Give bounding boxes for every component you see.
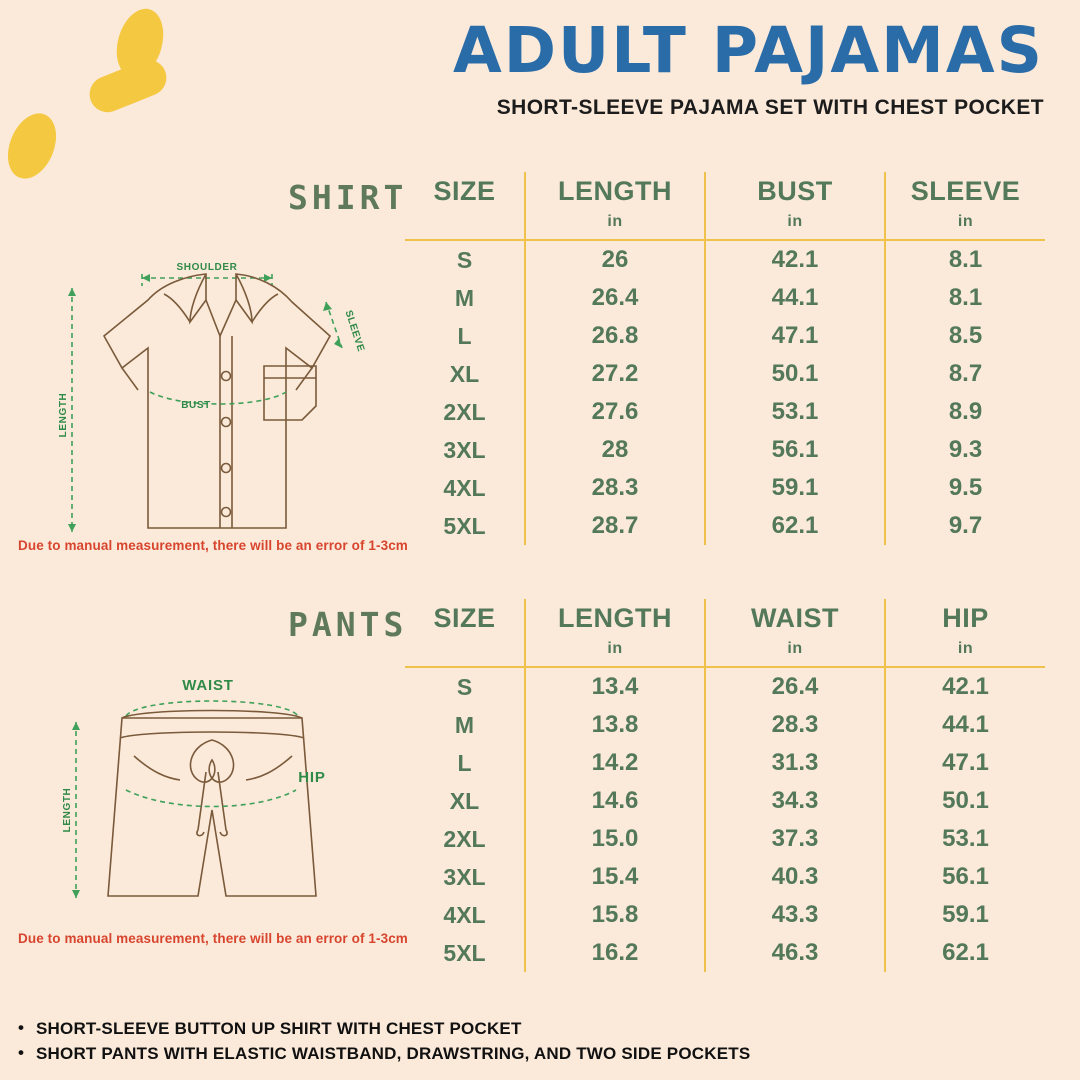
shirt-length-label: LENGTH xyxy=(58,392,69,438)
column-header-size: SIZE xyxy=(433,176,496,206)
cell-size: 2XL xyxy=(443,825,486,852)
table-unit-row xyxy=(405,209,1045,240)
column-header-bust: BUST xyxy=(705,172,885,209)
cell-size: 5XL xyxy=(443,939,486,966)
cell-size: M xyxy=(454,284,475,311)
cell-hip: 56.1 xyxy=(885,858,1045,896)
pants-hip-label: HIP xyxy=(298,769,326,786)
cell-bust: 53.1 xyxy=(705,393,885,431)
shirt-section-label: SHIRT xyxy=(288,178,408,217)
table-row xyxy=(405,279,1045,317)
cell-bust: 56.1 xyxy=(705,431,885,469)
shirt-sleeve-label: SLEEVE xyxy=(342,309,367,354)
pants-length-label: LENGTH xyxy=(62,787,73,833)
column-header-hip: HIP xyxy=(885,599,1045,636)
table-row xyxy=(405,469,1045,507)
cell-size: S xyxy=(456,246,473,273)
cell-size: 4XL xyxy=(443,901,486,928)
unit-waist: in xyxy=(705,636,885,667)
cell-hip: 50.1 xyxy=(885,782,1045,820)
cell-length: 16.2 xyxy=(525,934,705,972)
unit-sleeve: in xyxy=(885,209,1045,240)
pants-measurement-note: Due to manual measurement, there will be an error of 1-3cm xyxy=(18,931,408,946)
table-row xyxy=(405,667,1045,706)
table-row xyxy=(405,820,1045,858)
shirt-diagram xyxy=(30,240,390,540)
table-row xyxy=(405,896,1045,934)
cell-length: 26.8 xyxy=(525,317,705,355)
cell-waist: 31.3 xyxy=(705,744,885,782)
unit-length: in xyxy=(525,209,705,240)
cell-bust: 59.1 xyxy=(705,469,885,507)
cell-hip: 62.1 xyxy=(885,934,1045,972)
cell-length: 28 xyxy=(525,431,705,469)
shirt-size-table xyxy=(405,172,1045,545)
column-header-length: LENGTH xyxy=(525,599,705,636)
cell-sleeve: 9.7 xyxy=(885,507,1045,545)
pants-section-label: PANTS xyxy=(288,605,408,644)
pants-size-table xyxy=(405,599,1045,972)
cell-sleeve: 8.7 xyxy=(885,355,1045,393)
cell-length: 15.8 xyxy=(525,896,705,934)
cell-hip: 44.1 xyxy=(885,706,1045,744)
cell-length: 13.4 xyxy=(525,667,705,706)
bullet-dot-icon: • xyxy=(18,1017,25,1037)
cell-sleeve: 8.1 xyxy=(885,279,1045,317)
bullet-dot-icon: • xyxy=(18,1043,25,1063)
unit-hip: in xyxy=(885,636,1045,667)
page-subtitle: SHORT-SLEEVE PAJAMA SET WITH CHEST POCKET xyxy=(496,96,1044,120)
cell-waist: 26.4 xyxy=(705,667,885,706)
cell-size: XL xyxy=(449,787,480,814)
shirt-measurement-note: Due to manual measurement, there will be an error of 1-3cm xyxy=(18,538,408,553)
cell-size: 5XL xyxy=(443,512,486,539)
cell-size: 3XL xyxy=(443,436,486,463)
cell-size: XL xyxy=(449,360,480,387)
column-header-sleeve: SLEEVE xyxy=(885,172,1045,209)
table-row xyxy=(405,706,1045,744)
cell-bust: 44.1 xyxy=(705,279,885,317)
cell-sleeve: 9.5 xyxy=(885,469,1045,507)
cell-size: L xyxy=(457,749,472,776)
table-row xyxy=(405,431,1045,469)
table-row xyxy=(405,934,1045,972)
cell-size: 2XL xyxy=(443,398,486,425)
bullet-text: SHORT PANTS WITH ELASTIC WAISTBAND, DRAWSTRING, AND TWO SIDE POCKETS xyxy=(36,1044,751,1064)
pants-waist-label: WAIST xyxy=(182,677,234,694)
cell-size: 3XL xyxy=(443,863,486,890)
cell-length: 26.4 xyxy=(525,279,705,317)
cell-length: 28.3 xyxy=(525,469,705,507)
cell-waist: 46.3 xyxy=(705,934,885,972)
cell-bust: 50.1 xyxy=(705,355,885,393)
decorative-blob-icon xyxy=(0,106,65,186)
table-row xyxy=(405,858,1045,896)
page-header xyxy=(344,14,1044,120)
cell-bust: 42.1 xyxy=(705,240,885,279)
cell-waist: 43.3 xyxy=(705,896,885,934)
table-row xyxy=(405,317,1045,355)
list-item xyxy=(18,1019,1058,1039)
unit-length: in xyxy=(525,636,705,667)
cell-waist: 34.3 xyxy=(705,782,885,820)
cell-waist: 37.3 xyxy=(705,820,885,858)
unit-size xyxy=(405,209,525,240)
feature-bullet-list xyxy=(18,1013,1058,1064)
cell-hip: 47.1 xyxy=(885,744,1045,782)
cell-bust: 62.1 xyxy=(705,507,885,545)
cell-sleeve: 9.3 xyxy=(885,431,1045,469)
cell-length: 27.2 xyxy=(525,355,705,393)
cell-hip: 59.1 xyxy=(885,896,1045,934)
cell-sleeve: 8.5 xyxy=(885,317,1045,355)
page-title: ADULT PAJAMAS xyxy=(452,14,1044,87)
table-row xyxy=(405,393,1045,431)
cell-length: 15.0 xyxy=(525,820,705,858)
column-header-length: LENGTH xyxy=(525,172,705,209)
pants-diagram xyxy=(30,660,390,930)
cell-waist: 40.3 xyxy=(705,858,885,896)
cell-sleeve: 8.9 xyxy=(885,393,1045,431)
table-row xyxy=(405,240,1045,279)
cell-size: 4XL xyxy=(443,474,486,501)
table-row xyxy=(405,507,1045,545)
table-row xyxy=(405,782,1045,820)
column-header-waist: WAIST xyxy=(705,599,885,636)
cell-size: S xyxy=(456,673,473,700)
cell-length: 14.2 xyxy=(525,744,705,782)
shirt-shoulder-label: SHOULDER xyxy=(176,262,238,273)
cell-length: 15.4 xyxy=(525,858,705,896)
cell-length: 27.6 xyxy=(525,393,705,431)
cell-bust: 47.1 xyxy=(705,317,885,355)
cell-length: 28.7 xyxy=(525,507,705,545)
cell-length: 14.6 xyxy=(525,782,705,820)
cell-hip: 53.1 xyxy=(885,820,1045,858)
list-item xyxy=(18,1044,1058,1064)
cell-length: 13.8 xyxy=(525,706,705,744)
table-row xyxy=(405,744,1045,782)
cell-sleeve: 8.1 xyxy=(885,240,1045,279)
cell-size: M xyxy=(454,711,475,738)
table-unit-row xyxy=(405,636,1045,667)
cell-size: L xyxy=(457,322,472,349)
cell-waist: 28.3 xyxy=(705,706,885,744)
table-header-row xyxy=(405,172,1045,209)
column-header-size: SIZE xyxy=(433,603,496,633)
cell-length: 26 xyxy=(525,240,705,279)
unit-bust: in xyxy=(705,209,885,240)
cell-hip: 42.1 xyxy=(885,667,1045,706)
table-row xyxy=(405,355,1045,393)
unit-size xyxy=(405,636,525,667)
table-header-row xyxy=(405,599,1045,636)
shirt-bust-label: BUST xyxy=(181,400,211,411)
bullet-text: SHORT-SLEEVE BUTTON UP SHIRT WITH CHEST POCKET xyxy=(36,1018,522,1038)
